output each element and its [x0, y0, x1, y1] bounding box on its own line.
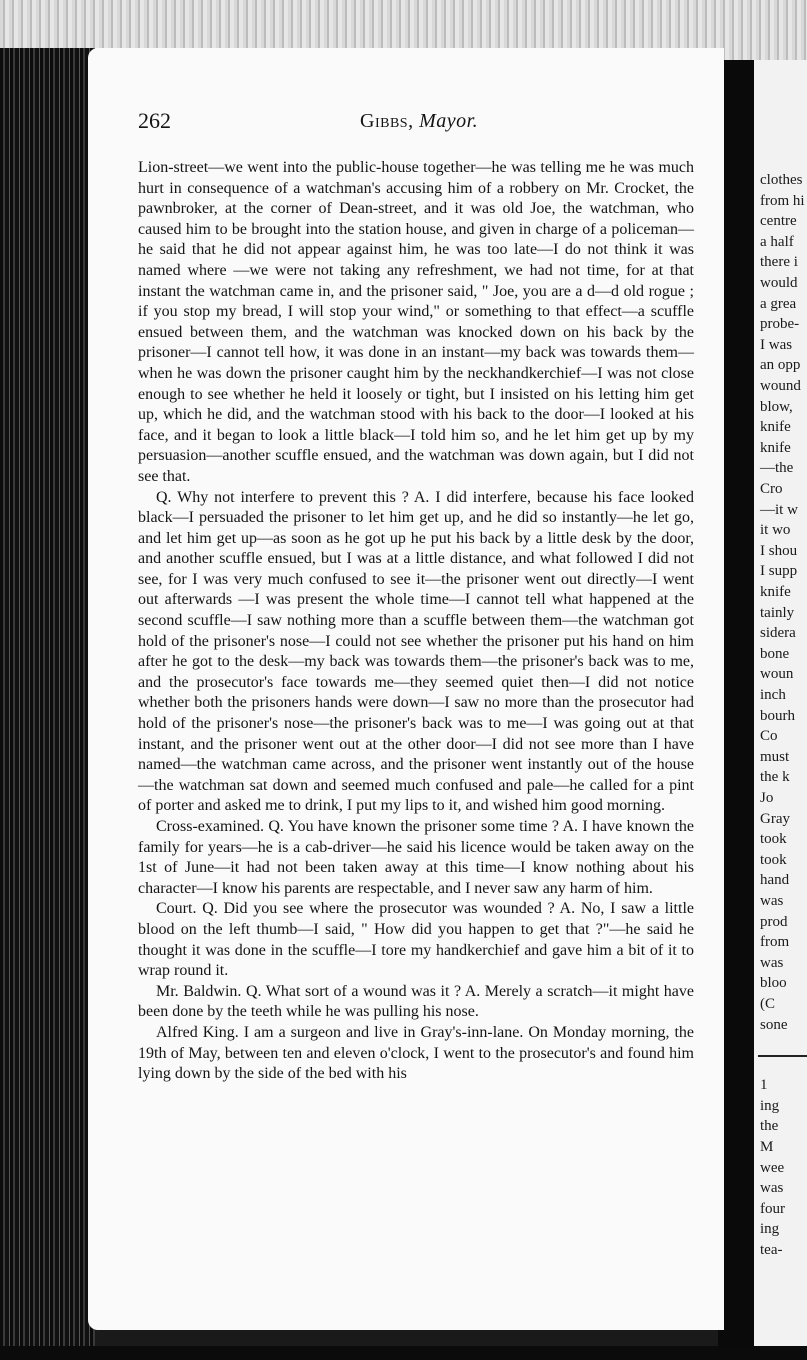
- facing-page-line: the k: [760, 769, 790, 786]
- page-body: [138, 158, 694, 1085]
- running-head: [360, 110, 478, 133]
- facing-page-line: from hi: [760, 192, 805, 209]
- facing-page-line: wound: [760, 378, 801, 394]
- facing-page-line: the: [760, 1118, 779, 1135]
- running-head-title: Mayor.: [419, 110, 479, 132]
- facing-page-line: Jo: [760, 790, 774, 806]
- facing-page-line: I was: [760, 336, 793, 353]
- page-number: 262: [138, 108, 171, 133]
- facing-page-line: must: [760, 748, 790, 765]
- paragraph: Q. Why not interfere to prevent this ? A. I did interfere, because his face looked black—I persuaded the prisoner to let him get up, and he did so instantly—he let go, and let him get up—as soon as he got up he put his back by a little desk by the door, and another scuffle ensued, but I was at a little distance, and what followed I did not see, for I was very much confused to see it—the prisoner went out directly—I went out afterwards —I was present the whole time—I cannot tell what happened at the second scuffle—I saw nothing more than a scuffle between them—the watchman got hold of the prisoner's nose—I could not see whether the prisoner put his hand on him after he got to the desk—my back was towards them—the prisoner's back was to me, and the prosecutor's face towards me—they seemed quiet then—I did not notice whether both the prisoners hands were down—I saw no more than the prosecutor had hold of the prisoner's nose—the prisoner's back was to me—I was going out at that instant, and the prisoner went out at the other door—I did not see more than I have named—the watchman came across, and the prisoner went instantly out of the house—the watchman sat down and seemed much confused and pale—he called for a pint of porter and asked me to drink, I put my lips to it, and wished him good morning.: [138, 488, 694, 815]
- facing-page-line: Cro: [760, 481, 783, 497]
- facing-page-line: bourh: [760, 707, 795, 724]
- paragraph: Lion-street—we went into the public-house together—he was telling me he was much hurt in consequence of a watchman's accusing him of a robbery on Mr. Crocket, the pawnbroker, at the corner of Dean-street, and it was old Joe, the watchman, who caused him to be brought into the station house, and given in charge of a policeman—he said that he did not appear against him, he was too late—I do not think it was named where —we were not taking any refreshment, we had not time, for at that instant the watchman came in, and the prisoner said, " Joe, you are a d—d old rogue ; if you stop my bread, I will stop your wind," or something to that effect—a scuffle ensued between them, and the watchman was knocked down on his back by the prisoner—I cannot tell how, it was done in an instant—my back was towards them—when he was down the prisoner caught him by the neckhandkerchief—I was not close enough to see whether he held it loosely or tight, but I insisted on his letting him get up, which he did, and the watchman stood with his back to the door—I looked at his face, and it began to look a little black—I told him so, and he let him get up by my persuasion—another scuffle ensued, and the watchman was down again, but I did not see that.: [138, 159, 694, 485]
- page-header: [138, 108, 698, 140]
- facing-page-line: probe-: [760, 316, 800, 333]
- facing-page-line: tainly: [760, 604, 795, 621]
- running-head-name: Gibbs,: [360, 110, 414, 132]
- paragraph: Alfred King. I am a surgeon and live in Gray's-inn-lane. On Monday morning, the 19th of May, between ten and eleven o'clock, I went to the prosecutor's and found him lying down by the side of the bed with his: [138, 1023, 694, 1083]
- facing-page-line: I shou: [760, 542, 798, 559]
- section-rule: [758, 1055, 807, 1057]
- facing-page-line: 1: [760, 1077, 768, 1094]
- facing-page-line: —the: [760, 460, 794, 477]
- facing-page-line: hand: [760, 872, 790, 889]
- facing-page-line: sidera: [760, 625, 796, 642]
- facing-page-line: —it w: [760, 501, 798, 518]
- book-page: [88, 48, 724, 1330]
- facing-page-line: I supp: [760, 563, 798, 580]
- paragraph: Mr. Baldwin. Q. What sort of a wound was it ? A. Merely a scratch—it might have been done by the teeth while he was pulling his nose.: [138, 982, 694, 1021]
- facing-page-line: four: [760, 1200, 785, 1217]
- facing-page-line: (C: [760, 996, 775, 1012]
- facing-page-line: was: [760, 893, 784, 909]
- facing-page-line: an opp: [760, 357, 801, 374]
- facing-page-line: Gray: [760, 810, 790, 827]
- facing-page-line: wee: [760, 1159, 785, 1176]
- facing-page-line: inch: [760, 687, 786, 703]
- scan-bottom-edge: [0, 1346, 807, 1360]
- facing-page-line: bone: [760, 645, 790, 662]
- facing-page-line: prod: [760, 913, 788, 930]
- facing-page-line: knife: [760, 439, 791, 456]
- facing-page-line: sone: [760, 1016, 788, 1033]
- facing-page-line: woun: [760, 666, 794, 683]
- facing-page-line: ing: [760, 1221, 780, 1238]
- facing-page-line: was: [760, 1180, 784, 1197]
- paragraph: Court. Q. Did you see where the prosecutor was wounded ? A. No, I saw a little blood on the left thumb—I said, " How did you happen to get that ?"—he said he thought it was done in the scuffle—I tore my handkerchief and gave him a bit of it to wrap round it.: [138, 900, 694, 980]
- facing-page-line: took: [760, 831, 787, 848]
- facing-page-line: a grea: [760, 295, 797, 312]
- facing-page-line: from: [760, 934, 790, 951]
- facing-page-line: knife: [760, 584, 791, 600]
- paragraph: Cross-examined. Q. You have known the prisoner some time ? A. I have known the family for years—he is a cab-driver—he said his licence would be taken away on the 1st of June—it had not been taken away at this time—I know nothing about his character—I know his parents are respectable, and I never saw any harm of him.: [138, 818, 694, 897]
- facing-page-line: a half: [760, 233, 794, 250]
- facing-page-line: Co: [760, 728, 778, 745]
- facing-page-line: knife: [760, 419, 791, 436]
- facing-page-fragment: [754, 60, 807, 1350]
- facing-page-line: would: [760, 275, 798, 291]
- facing-page-line: blow,: [760, 398, 793, 415]
- facing-page-line: centre: [760, 213, 797, 230]
- facing-page-line: clothes: [760, 172, 803, 188]
- facing-page-line: tea-: [760, 1242, 783, 1258]
- facing-page-line: it wo: [760, 522, 791, 539]
- facing-page-line: took: [760, 851, 787, 868]
- facing-page-line: was: [760, 954, 784, 971]
- facing-page-line: there i: [760, 254, 798, 271]
- facing-page-line: bloo: [760, 975, 787, 992]
- facing-page-line: ing: [760, 1097, 780, 1114]
- facing-page-line: M: [760, 1139, 774, 1155]
- book-spine: [0, 48, 95, 1348]
